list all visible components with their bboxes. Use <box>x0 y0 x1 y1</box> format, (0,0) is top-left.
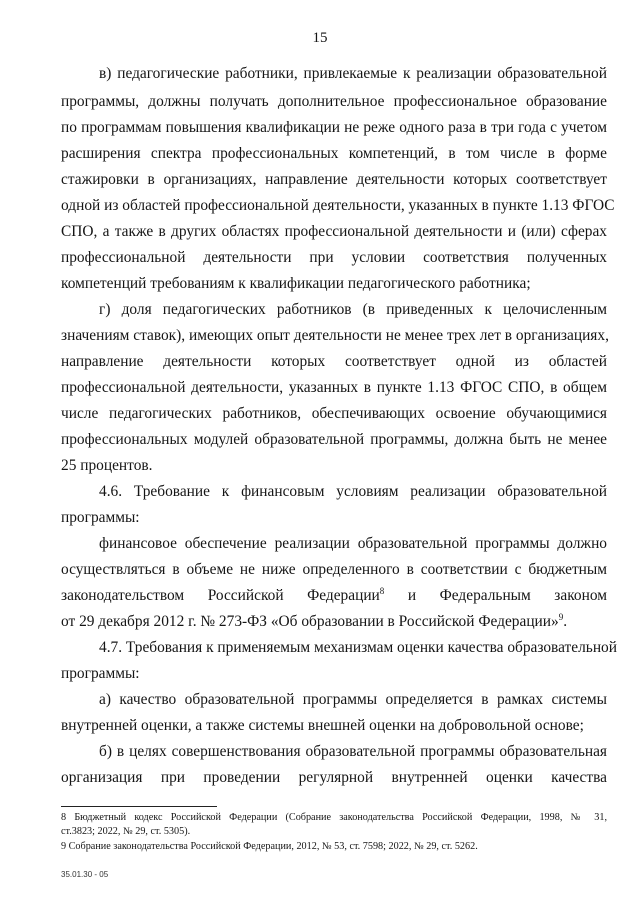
page-number: 15 <box>312 30 328 46</box>
text-line: 9 Собрание законодательства Российской Федерации, 2012, № 53, ст. 7598; 2022, № 29, ст. 5262. <box>61 841 478 852</box>
text-line: внутренней оценки, а также системы внешней оценки на добровольной основе; <box>61 717 584 734</box>
document-code: 35.01.30 - 05 <box>61 870 109 879</box>
text-line: в) педагогические работники, привлекаемые к реализации образовательной <box>99 65 607 82</box>
text-line: значениям ставок), имеющих опыт деятельности не менее трех лет в организациях, <box>61 327 609 344</box>
text-line-footref-9 <box>61 612 607 632</box>
text-line: компетенций требованиям к квалификации педагогического работника; <box>61 275 531 292</box>
text-line: 25 процентов. <box>61 457 153 474</box>
text-line: профессиональной деятельности при условии соответствия полученных <box>61 249 607 266</box>
text-line: финансовое обеспечение реализации образовательной программы должно <box>99 535 607 552</box>
text-line: числе педагогических работников, обеспечивающих освоение обучающимися <box>61 405 607 422</box>
text-line: по программам повышения квалификации не реже одного раза в три года с учетом <box>61 119 607 136</box>
text-line: г) доля педагогических работников (в приведенных к целочисленным <box>99 301 607 318</box>
text-line: стажировки в организациях, направление деятельности которых соответствует <box>61 171 607 188</box>
footnote-ref-8: 8 <box>379 585 385 596</box>
text-line: б) в целях совершенствования образовательной программы образовательная <box>99 743 607 760</box>
text-line: профессиональной деятельности, указанных в пункте 1.13 ФГОС СПО, в общем <box>61 379 607 396</box>
line-text: и Федеральным законом <box>384 587 607 604</box>
line-text: от 29 декабря 2012 г. № 273-ФЗ «Об образовании в Российской Федерации» <box>61 613 559 630</box>
text-line: ст.3823; 2022, № 29, ст. 5305). <box>61 826 191 837</box>
text-line: СПО, а также в других областях профессиональной деятельности и (или) сферах <box>61 223 607 240</box>
line-text: законодательством Российской Федерации <box>61 587 380 604</box>
text-line: организация при проведении регулярной внутренней оценки качества <box>61 769 607 786</box>
text-line: осуществляться в объеме не ниже определенного в соответствии с бюджетным <box>61 561 607 578</box>
text-line: а) качество образовательной программы определяется в рамках системы <box>99 691 607 708</box>
text-line: 4.7. Требования к применяемым механизмам оценки качества образовательной <box>99 639 617 656</box>
footnote-divider <box>61 806 217 807</box>
text-line: 4.6. Требование к финансовым условиям реализации образовательной <box>99 483 607 500</box>
text-line: программы, должны получать дополнительное профессиональное образование <box>61 93 607 110</box>
text-line: профессиональных модулей образовательной программы, должна быть не менее <box>61 431 607 448</box>
text-line-footref-8 <box>61 586 607 606</box>
text-line: программы: <box>61 665 140 682</box>
text-line: одной из областей профессиональной деятельности, указанных в пункте 1.13 ФГОС <box>61 197 615 214</box>
text-line: программы: <box>61 509 140 526</box>
footnote-ref-9: 9 <box>558 611 564 622</box>
text-line: направление деятельности которых соответствует одной из областей <box>61 353 607 370</box>
line-text: . <box>563 613 568 630</box>
text-line: расширения спектра профессиональных компетенций, в том числе в форме <box>61 145 607 162</box>
text-line: 8 Бюджетный кодекс Российской Федерации (Собрание законодательства Российской Федерации, 1998, № 31, <box>61 812 607 823</box>
